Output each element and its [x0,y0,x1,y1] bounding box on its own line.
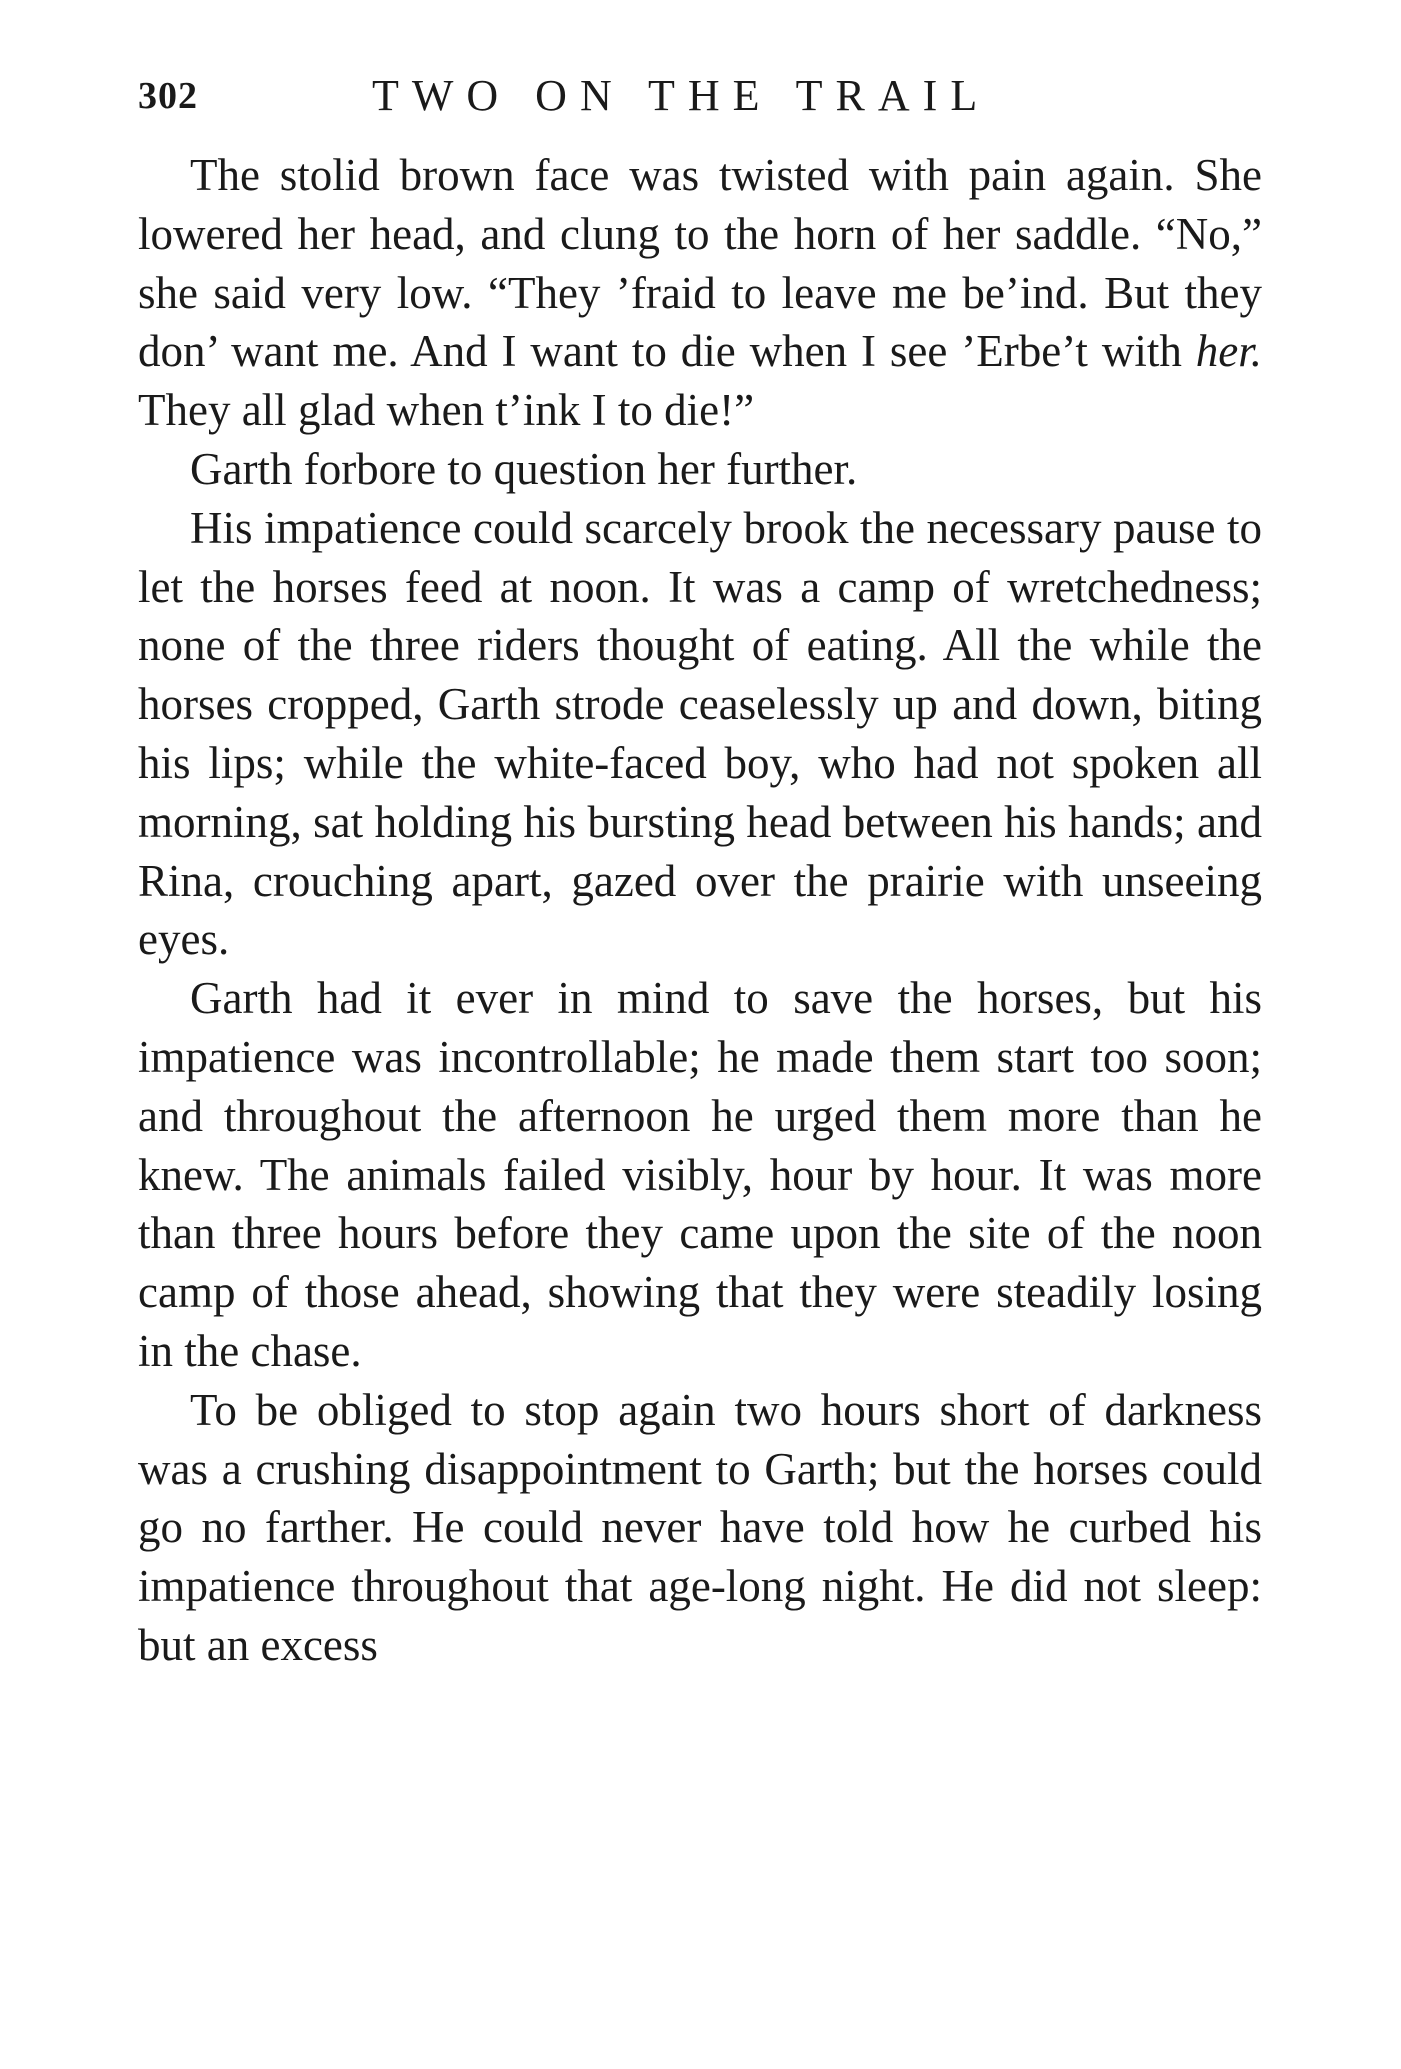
running-title: TWO ON THE TRAIL [372,71,991,120]
paragraph-2: Garth forbore to question her further. [190,443,858,494]
paragraph-1-text-end: They all glad when t’ink I to die!” [138,385,755,436]
paragraph-5: To be obliged to stop again two hours short of darkness was a crushing disappointment to Garth; but the horses could go no farther. He could never have told how he curbed his impatience throughout that age-long night. He did not sleep: but an excess [138,1384,1262,1670]
paragraph-4: Garth had it ever in mind to save the horses, but his impatience was incontrollable; he made them start too soon; and throughout the afternoon he urged them more than he knew. The animals failed visibly, hour by hour. It was more than three hours before they came upon the site of the noon camp of those ahead, showing that they were steadily losing in the chase. [138,973,1262,1376]
paragraph-3: His impatience could scarcely brook the necessary pause to let the horses feed at noon. It was a camp of wretchedness; none of the three riders thought of eating. All the while the horses cropped, Garth strode ceaselessly up and down, biting his lips; while the white-faced boy, who had not spoken all morning, sat holding his bursting head between his hands; and Rina, crouching apart, gazed over the prairie with unseeing eyes. [138,502,1262,965]
body-text [138,146,1262,1675]
paragraph-1 [138,146,1262,440]
page-number: 302 [138,75,198,117]
page-header [138,66,1268,126]
paragraph-1-italic-word: her. [1195,326,1262,377]
paragraph-1-text-start: The stolid brown face was twisted with pain again. She lowered her head, and clung to the horn of her saddle. “No,” she said very low. “They ’fraid to leave me be’ind. But they don’ want me. And I want to die when I see ’Erbe’t with [138,150,1262,377]
